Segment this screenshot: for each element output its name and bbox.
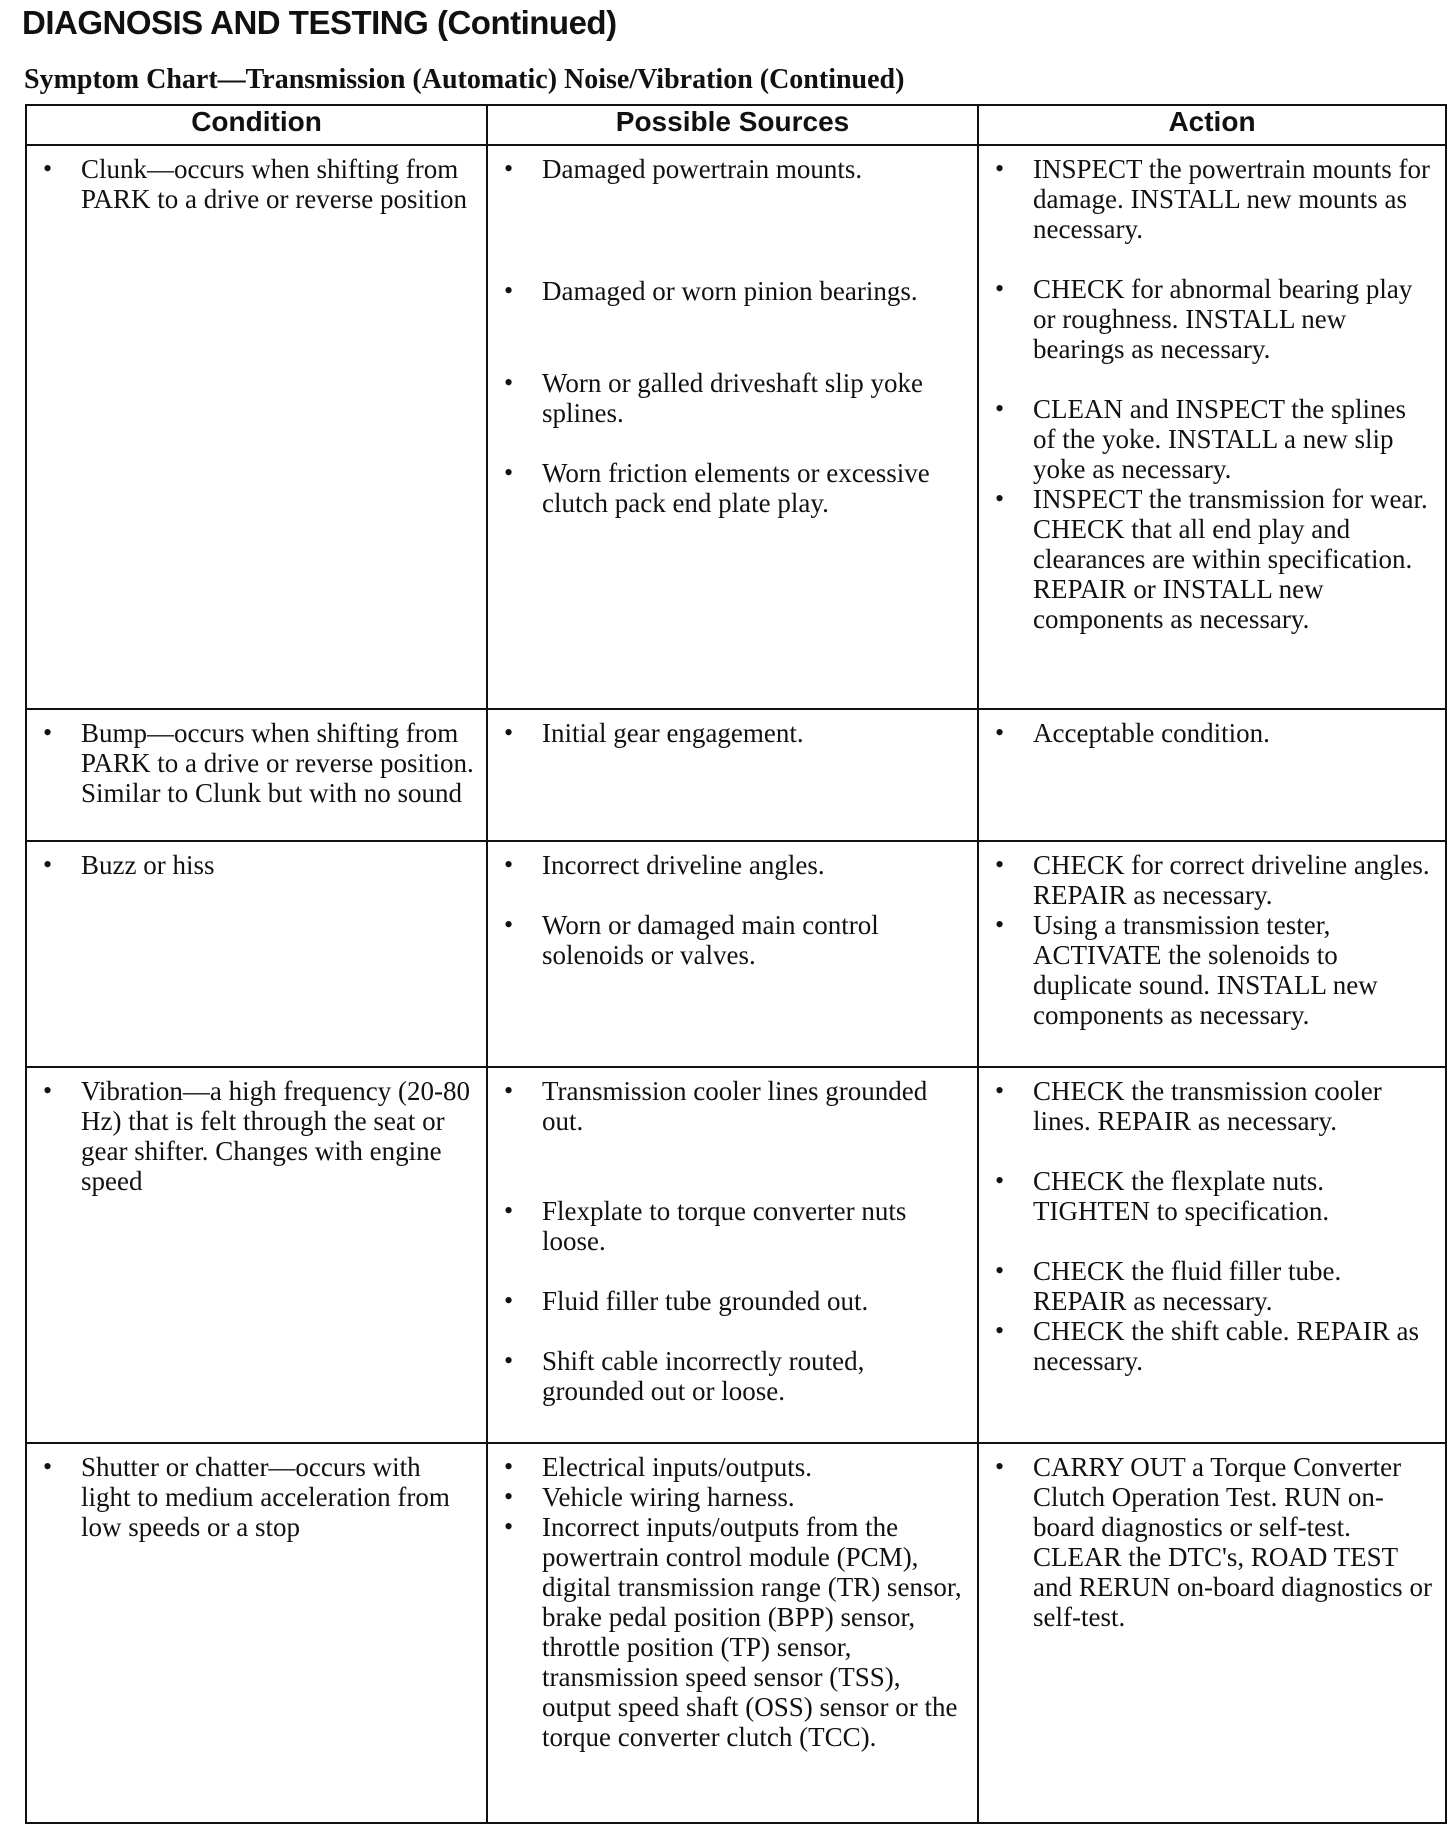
- table-row: [26, 1443, 1446, 1823]
- table-row: [26, 841, 1446, 1067]
- action-item: • CHECK the shift cable. REPAIR as necessary.: [991, 1316, 1435, 1376]
- action-item: • CHECK the flexplate nuts. TIGHTEN to specification.: [991, 1166, 1435, 1226]
- action-item: • INSPECT the powertrain mounts for damage. INSTALL new mounts as necessary.: [991, 154, 1435, 244]
- source-item: • Shift cable incorrectly routed, grounded out or loose.: [500, 1346, 967, 1406]
- header-possible-sources: Possible Sources: [487, 105, 978, 145]
- page-heading: DIAGNOSIS AND TESTING (Continued): [22, 4, 617, 41]
- source-item: • Worn or damaged main control solenoids or valves.: [500, 910, 967, 970]
- symptom-chart-table: [25, 104, 1447, 1824]
- source-item: • Incorrect driveline angles.: [500, 850, 967, 880]
- actions-cell: [978, 145, 1446, 709]
- header-action: Action: [978, 105, 1446, 145]
- action-item: • CHECK for abnormal bearing play or roughness. INSTALL new bearings as necessary.: [991, 274, 1435, 364]
- actions-cell: [978, 841, 1446, 1067]
- action-item: • CHECK the transmission cooler lines. REPAIR as necessary.: [991, 1076, 1435, 1136]
- source-item: • Initial gear engagement.: [500, 718, 967, 748]
- action-item: • CHECK the fluid filler tube. REPAIR as necessary.: [991, 1256, 1435, 1316]
- source-item: • Damaged powertrain mounts.: [500, 154, 967, 184]
- table-row: [26, 1067, 1446, 1443]
- action-item: • Using a transmission tester, ACTIVATE the solenoids to duplicate sound. INSTALL new components as necessary.: [991, 910, 1435, 1030]
- source-item: • Vehicle wiring harness.: [500, 1482, 967, 1512]
- condition-text: • Buzz or hiss: [39, 850, 476, 880]
- source-item: • Fluid filler tube grounded out.: [500, 1286, 967, 1316]
- condition-text: • Clunk—occurs when shifting from PARK to a drive or reverse position: [39, 154, 476, 214]
- condition-text: • Shutter or chatter—occurs with light to medium acceleration from low speeds or a stop: [39, 1452, 476, 1542]
- action-item: • INSPECT the transmission for wear. CHECK that all end play and clearances are within specification. REPAIR or INSTALL new components as necessary.: [991, 484, 1435, 634]
- action-item: • Acceptable condition.: [991, 718, 1435, 748]
- source-item: • Worn or galled driveshaft slip yoke splines.: [500, 368, 967, 428]
- actions-cell: [978, 1067, 1446, 1443]
- source-item: • Transmission cooler lines grounded out.: [500, 1076, 967, 1136]
- actions-cell: [978, 709, 1446, 841]
- source-item: • Worn friction elements or excessive clutch pack end plate play.: [500, 458, 967, 518]
- sources-cell: [487, 1443, 978, 1823]
- actions-cell: [978, 1443, 1446, 1823]
- condition-cell: [26, 1067, 487, 1443]
- action-item: • CHECK for correct driveline angles. REPAIR as necessary.: [991, 850, 1435, 910]
- source-item: • Damaged or worn pinion bearings.: [500, 276, 967, 306]
- condition-cell: [26, 841, 487, 1067]
- sources-cell: [487, 841, 978, 1067]
- sources-cell: [487, 1067, 978, 1443]
- sources-cell: [487, 145, 978, 709]
- source-item: • Incorrect inputs/outputs from the powertrain control module (PCM), digital transmission range (TR) sensor, brake pedal position (BPP) sensor, throttle position (TP) sensor, transmission speed sensor (TSS), output speed shaft (OSS) sensor or the torque converter clutch (TCC).: [500, 1512, 967, 1752]
- action-item: • CLEAN and INSPECT the splines of the yoke. INSTALL a new slip yoke as necessary.: [991, 394, 1435, 484]
- condition-text: • Vibration—a high frequency (20-80 Hz) that is felt through the seat or gear shifter. Changes with engine speed: [39, 1076, 476, 1196]
- sources-cell: [487, 709, 978, 841]
- condition-cell: [26, 1443, 487, 1823]
- condition-cell: [26, 709, 487, 841]
- table-row: [26, 145, 1446, 709]
- table-row: [26, 709, 1446, 841]
- condition-text: • Bump—occurs when shifting from PARK to a drive or reverse position. Similar to Clunk but with no sound: [39, 718, 476, 808]
- source-item: • Flexplate to torque converter nuts loose.: [500, 1196, 967, 1256]
- condition-cell: [26, 145, 487, 709]
- header-condition: Condition: [26, 105, 487, 145]
- table-header-row: [26, 105, 1446, 145]
- action-item: • CARRY OUT a Torque Converter Clutch Operation Test. RUN on-board diagnostics or self-test. CLEAR the DTC's, ROAD TEST and RERUN on-board diagnostics or self-test.: [991, 1452, 1435, 1632]
- chart-title: Symptom Chart—Transmission (Automatic) Noise/Vibration (Continued): [24, 64, 905, 95]
- source-item: • Electrical inputs/outputs.: [500, 1452, 967, 1482]
